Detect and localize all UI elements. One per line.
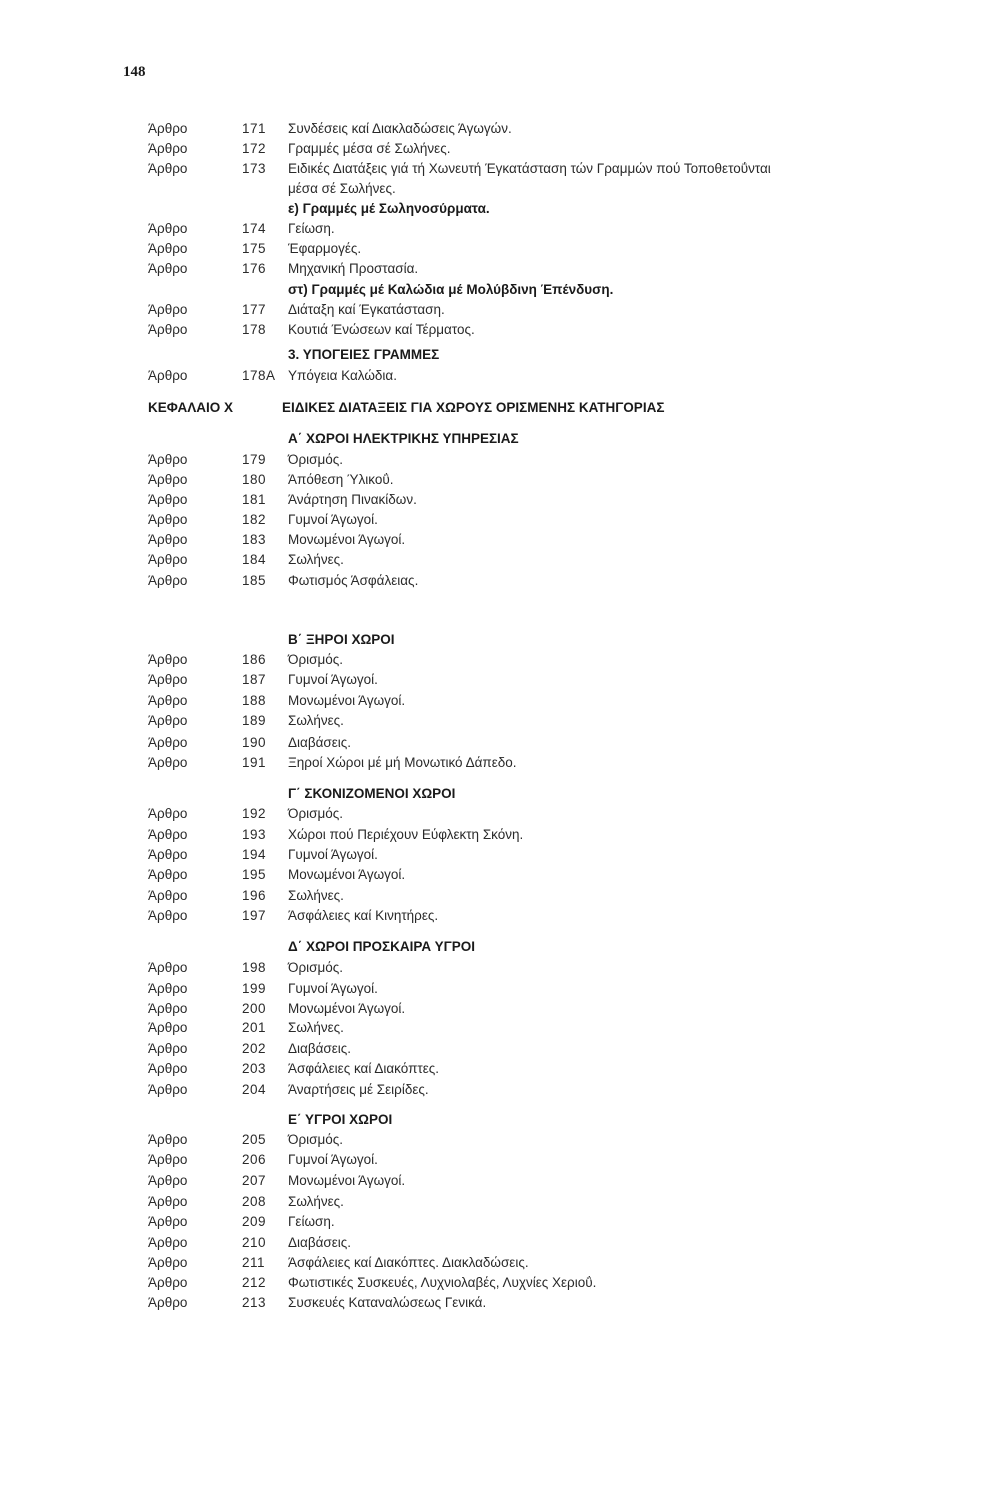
article-label: Άρθρο <box>148 1132 188 1147</box>
article-title: Άνάρτηση Πινακίδων. <box>288 492 417 507</box>
article-label: Άρθρο <box>148 512 188 527</box>
article-title: Σωλήνες. <box>288 1194 344 1209</box>
article-number: 179 <box>242 452 267 467</box>
article-label: Άρθρο <box>148 981 188 996</box>
article-title: Γυμνοί Άγωγοί. <box>288 1152 378 1167</box>
article-title: Άσφάλειες καί Διακόπτες. Διακλαδώσεις. <box>288 1255 529 1270</box>
article-label: Άρθρο <box>148 1275 188 1290</box>
article-number: 191 <box>242 755 267 770</box>
article-title: Υπόγεια Καλώδια. <box>288 368 397 383</box>
article-label: Άρθρο <box>148 532 188 547</box>
article-label: Άρθρο <box>148 492 188 507</box>
article-number: 184 <box>242 552 267 567</box>
article-title: Χώροι πού Περιέχουν Εύφλεκτη Σκόνη. <box>288 827 524 842</box>
article-label: Άρθρο <box>148 302 188 317</box>
article-label: Άρθρο <box>148 755 188 770</box>
article-title: Γυμνοί Άγωγοί. <box>288 981 378 996</box>
article-number: 186 <box>242 652 267 667</box>
article-title: Διαβάσεις. <box>288 1235 351 1250</box>
article-title: Μονωμένοι Άγωγοί. <box>288 1173 406 1188</box>
article-number: 200 <box>242 1001 267 1016</box>
article-title: Γραμμές μέσα σέ Σωλήνες. <box>288 141 451 156</box>
article-number: 183 <box>242 532 267 547</box>
article-title: Κουτιά Ένώσεων καί Τέρματος. <box>288 322 475 337</box>
article-number: 209 <box>242 1214 267 1229</box>
article-number: 196 <box>242 888 267 903</box>
article-number: 188 <box>242 693 267 708</box>
article-title: Γυμνοί Άγωγοί. <box>288 512 378 527</box>
article-title: Σωλήνες. <box>288 552 344 567</box>
article-number: 212 <box>242 1275 267 1290</box>
section-heading: Δ΄ ΧΩΡΟΙ ΠΡΟΣΚΑΙΡΑ ΥΓΡΟΙ <box>288 939 476 954</box>
article-label: Άρθρο <box>148 806 188 821</box>
article-label: Άρθρο <box>148 672 188 687</box>
article-title: Μονωμένοι Άγωγοί. <box>288 867 406 882</box>
article-title: Όρισμός. <box>288 960 344 975</box>
article-number: 171 <box>242 121 267 136</box>
article-number: 175 <box>242 241 267 256</box>
article-label: Άρθρο <box>148 693 188 708</box>
article-title: Έφαρμογές. <box>288 241 362 256</box>
article-number: 204 <box>242 1082 267 1097</box>
article-label: Άρθρο <box>148 261 188 276</box>
article-title: Διαβάσεις. <box>288 735 351 750</box>
article-title: Μονωμένοι Άγωγοί. <box>288 693 406 708</box>
article-title: Συσκευές Καταναλώσεως Γενικά. <box>288 1295 487 1310</box>
article-label: Άρθρο <box>148 472 188 487</box>
article-number: 178Α <box>242 368 276 383</box>
article-label: Άρθρο <box>148 368 188 383</box>
article-label: Άρθρο <box>148 1082 188 1097</box>
article-label: Άρθρο <box>148 1255 188 1270</box>
section-heading: 3. ΥΠΟΓΕΙΕΣ ΓΡΑΜΜΕΣ <box>288 347 440 362</box>
article-label: Άρθρο <box>148 652 188 667</box>
chapter-title: ΕΙΔΙΚΕΣ ΔΙΑΤΑΞΕΙΣ ΓΙΑ ΧΩΡΟΥΣ ΟΡΙΣΜΕΝΗΣ ΚΑΤΗΓΟΡΙΑΣ <box>282 400 665 415</box>
article-title: Ξηροί Χώροι μέ μή Μονωτικό Δάπεδο. <box>288 755 517 770</box>
article-number: 174 <box>242 221 267 236</box>
section-heading: Α΄ ΧΩΡΟΙ ΗΛΕΚΤΡΙΚΗΣ ΥΠΗΡΕΣΙΑΣ <box>288 431 519 446</box>
article-title: Φωτισμός Άσφάλειας. <box>288 573 419 588</box>
article-label: Άρθρο <box>148 241 188 256</box>
article-title: Σωλήνες. <box>288 888 344 903</box>
article-title: Όρισμός. <box>288 652 344 667</box>
article-label: Άρθρο <box>148 735 188 750</box>
article-number: 190 <box>242 735 267 750</box>
article-title: Γείωση. <box>288 1214 335 1229</box>
article-number: 193 <box>242 827 267 842</box>
article-number: 194 <box>242 847 267 862</box>
article-number: 185 <box>242 573 267 588</box>
article-label: Άρθρο <box>148 1001 188 1016</box>
article-number: 182 <box>242 512 267 527</box>
article-label: Άρθρο <box>148 847 188 862</box>
article-number: 178 <box>242 322 267 337</box>
article-title: Άσφάλειες καί Κινητήρες. <box>288 908 439 923</box>
article-number: 207 <box>242 1173 267 1188</box>
article-number: 201 <box>242 1020 267 1035</box>
article-number: 205 <box>242 1132 267 1147</box>
article-title: Άσφάλειες καί Διακόπτες. <box>288 1061 439 1076</box>
article-label: Άρθρο <box>148 552 188 567</box>
article-title: Σωλήνες. <box>288 1020 344 1035</box>
article-title: Γυμνοί Άγωγοί. <box>288 672 378 687</box>
article-number: 210 <box>242 1235 267 1250</box>
article-title: μέσα σέ Σωλήνες. <box>288 181 396 196</box>
article-label: Άρθρο <box>148 1041 188 1056</box>
article-number: 189 <box>242 713 267 728</box>
article-label: Άρθρο <box>148 161 188 176</box>
section-heading: Γ΄ ΣΚΟΝΙΖΟΜΕΝΟΙ ΧΩΡΟΙ <box>288 786 456 801</box>
article-number: 195 <box>242 867 267 882</box>
section-heading: στ) Γραμμές μέ Καλώδια μέ Μολύβδινη Έπένδυση. <box>288 282 614 297</box>
article-title: Σωλήνες. <box>288 713 344 728</box>
article-title: Διαβάσεις. <box>288 1041 351 1056</box>
article-title: Συνδέσεις καί Διακλαδώσεις Άγωγών. <box>288 121 512 136</box>
section-heading: ε) Γραμμές μέ Σωληνοσύρματα. <box>288 201 490 216</box>
article-number: 202 <box>242 1041 267 1056</box>
article-label: Άρθρο <box>148 827 188 842</box>
article-number: 206 <box>242 1152 267 1167</box>
article-label: Άρθρο <box>148 452 188 467</box>
article-number: 177 <box>242 302 267 317</box>
article-label: Άρθρο <box>148 1152 188 1167</box>
article-title: Φωτιστικές Συσκευές, Λυχνιολαβές, Λυχνίες Χεριοΰ. <box>288 1275 597 1290</box>
article-title: Όρισμός. <box>288 806 344 821</box>
article-label: Άρθρο <box>148 713 188 728</box>
article-number: 187 <box>242 672 267 687</box>
article-label: Άρθρο <box>148 867 188 882</box>
article-label: Άρθρο <box>148 1214 188 1229</box>
article-label: Άρθρο <box>148 1020 188 1035</box>
chapter-label: ΚΕΦΑΛΑΙΟ Χ <box>148 400 233 415</box>
article-label: Άρθρο <box>148 121 188 136</box>
section-heading: Β΄ ΞΗΡΟΙ ΧΩΡΟΙ <box>288 632 395 647</box>
article-label: Άρθρο <box>148 888 188 903</box>
article-label: Άρθρο <box>148 1194 188 1209</box>
article-title: Άπόθεση Ύλικοΰ. <box>288 472 394 487</box>
article-number: 180 <box>242 472 267 487</box>
article-title: Όρισμός. <box>288 1132 344 1147</box>
article-label: Άρθρο <box>148 908 188 923</box>
article-number: 213 <box>242 1295 267 1310</box>
article-title: Άναρτήσεις μέ Σειρίδες. <box>288 1082 429 1097</box>
article-label: Άρθρο <box>148 221 188 236</box>
article-label: Άρθρο <box>148 141 188 156</box>
article-number: 203 <box>242 1061 267 1076</box>
article-title: Όρισμός. <box>288 452 344 467</box>
article-label: Άρθρο <box>148 1235 188 1250</box>
article-title: Μηχανική Προστασία. <box>288 261 419 276</box>
article-title: Μονωμένοι Άγωγοί. <box>288 532 406 547</box>
article-label: Άρθρο <box>148 573 188 588</box>
article-title: Ειδικές Διατάξεις γιά τή Χωνευτή Έγκατάσταση τών Γραμμών πού Τοποθετοΰνται <box>288 161 771 176</box>
article-number: 176 <box>242 261 267 276</box>
article-number: 192 <box>242 806 267 821</box>
article-number: 173 <box>242 161 267 176</box>
article-title: Μονωμένοι Άγωγοί. <box>288 1001 406 1016</box>
article-label: Άρθρο <box>148 322 188 337</box>
section-heading: Ε΄ ΥΓΡΟΙ ΧΩΡΟΙ <box>288 1112 393 1127</box>
article-number: 211 <box>242 1255 266 1270</box>
article-label: Άρθρο <box>148 1061 188 1076</box>
page-number: 148 <box>123 64 146 80</box>
article-label: Άρθρο <box>148 960 188 975</box>
article-number: 198 <box>242 960 267 975</box>
article-number: 181 <box>242 492 267 507</box>
article-number: 197 <box>242 908 267 923</box>
article-title: Διάταξη καί Έγκατάσταση. <box>288 302 445 317</box>
article-number: 208 <box>242 1194 267 1209</box>
article-title: Γυμνοί Άγωγοί. <box>288 847 378 862</box>
article-label: Άρθρο <box>148 1295 188 1310</box>
article-label: Άρθρο <box>148 1173 188 1188</box>
article-title: Γείωση. <box>288 221 335 236</box>
article-number: 172 <box>242 141 267 156</box>
article-number: 199 <box>242 981 267 996</box>
